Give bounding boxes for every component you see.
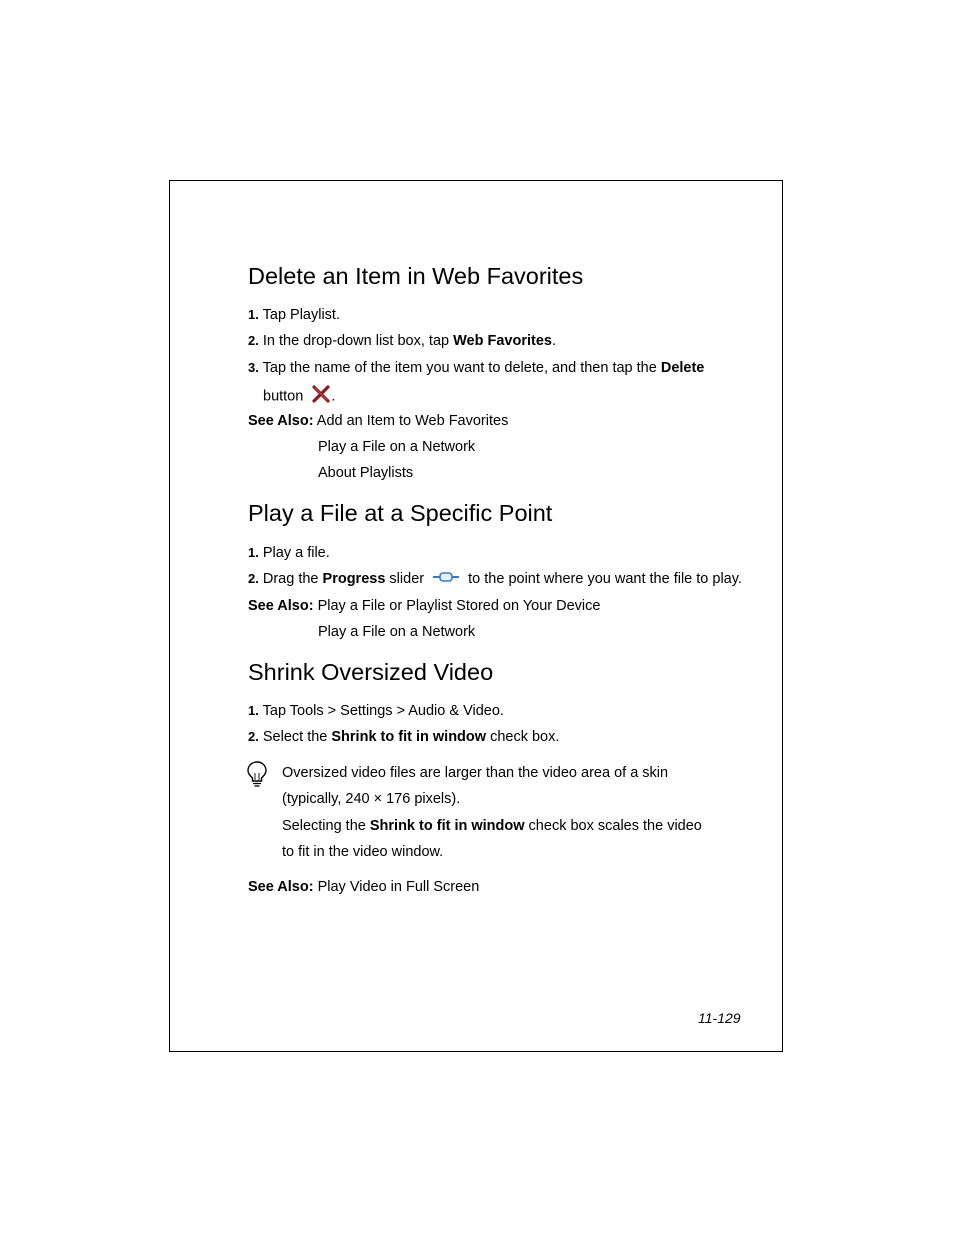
note-line-2: (typically, 240 × 176 pixels).	[282, 791, 461, 807]
lightbulb-tip-icon	[246, 760, 268, 793]
step-2: 2. In the drop-down list box, tap Web Favorites.	[248, 333, 556, 349]
see-also-link[interactable]: Play a File or Playlist Stored on Your Device	[317, 598, 601, 614]
section-title-play-specific-point: Play a File at a Specific Point	[248, 500, 553, 526]
section-title-shrink-video: Shrink Oversized Video	[248, 659, 494, 685]
see-also-link[interactable]: Add an Item to Web Favorites	[316, 413, 509, 429]
see-also-link[interactable]: About Playlists	[318, 465, 414, 481]
step-1: 1. Tap Playlist.	[248, 307, 340, 323]
note-line-1: Oversized video files are larger than the video area of a skin	[282, 765, 669, 781]
see-also-link[interactable]: Play Video in Full Screen	[317, 879, 480, 895]
see-also-link[interactable]: Play a File on a Network	[318, 624, 476, 640]
note-line-3: Selecting the Shrink to fit in window check box scales the video	[282, 818, 702, 834]
page-number: 11-129	[698, 1010, 741, 1026]
section-title-delete-web-favorites: Delete an Item in Web Favorites	[248, 263, 584, 289]
step-2: 2. Drag the Progress slider to the point where you want the file to play.	[248, 571, 742, 587]
step-3-continued: button .	[263, 385, 335, 408]
shrink-to-fit-term: Shrink to fit in window	[331, 729, 487, 745]
delete-term: Delete	[660, 360, 705, 376]
step-1: 1. Tap Tools > Settings > Audio & Video.	[248, 703, 504, 719]
step-2: 2. Select the Shrink to fit in window check box.	[248, 729, 560, 745]
progress-slider-icon	[432, 570, 460, 588]
web-favorites-term: Web Favorites	[453, 333, 552, 349]
step-1: 1. Play a file.	[248, 545, 330, 561]
note-line-4: to fit in the video window.	[282, 844, 444, 860]
see-also-link[interactable]: Play a File on a Network	[318, 439, 476, 455]
step-3: 3. Tap the name of the item you want to delete, and then tap the Delete	[248, 360, 705, 376]
see-also-2: See Also: Play a File or Playlist Stored on Your Device	[248, 598, 601, 614]
see-also-1: See Also: Add an Item to Web Favorites	[248, 413, 509, 429]
progress-term: Progress	[322, 571, 386, 587]
see-also-3: See Also: Play Video in Full Screen	[248, 879, 480, 895]
delete-x-icon	[311, 385, 331, 408]
